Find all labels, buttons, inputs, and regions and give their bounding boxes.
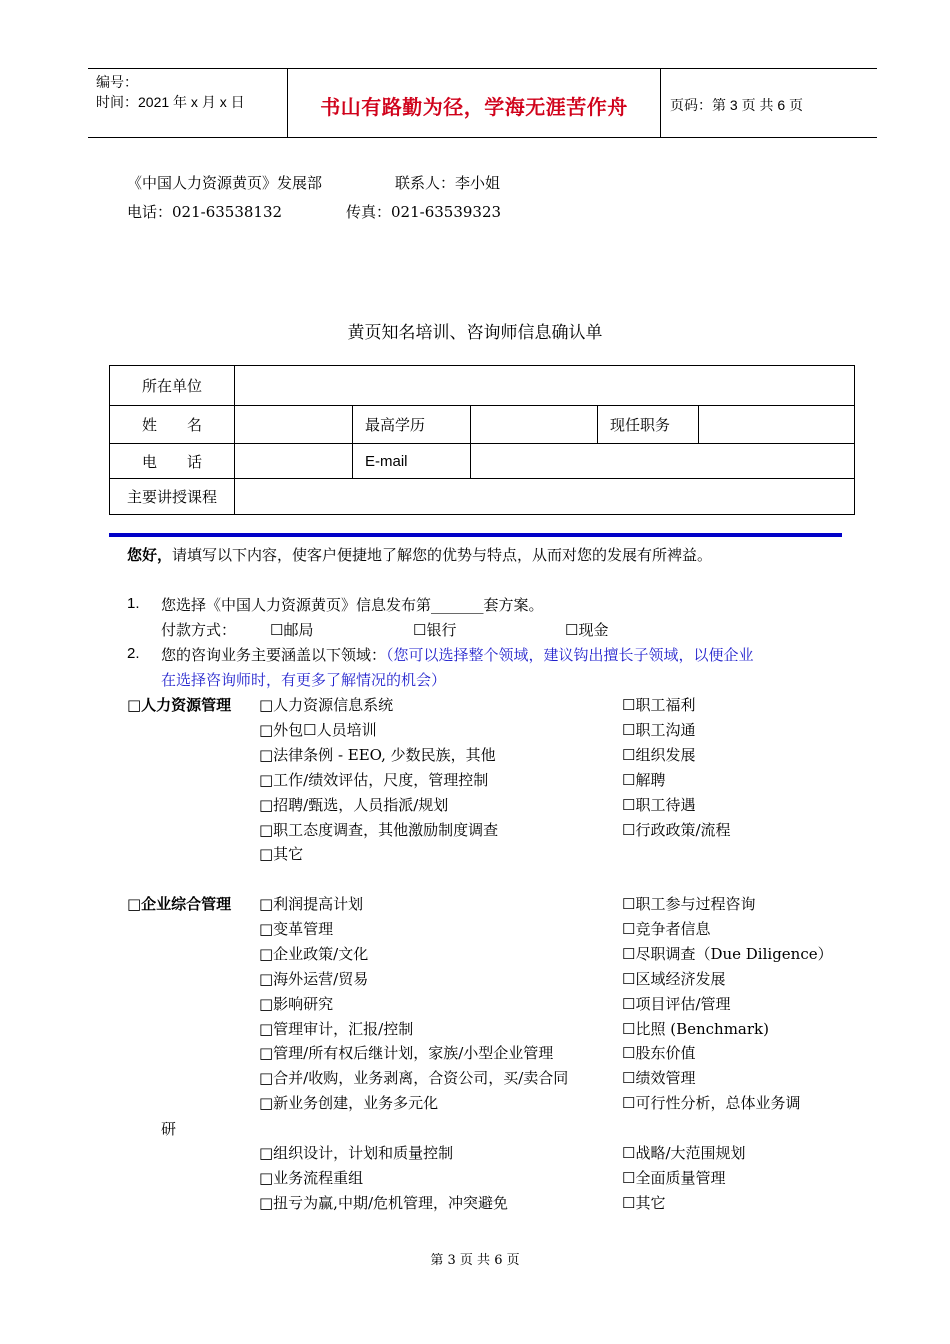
info-table	[109, 365, 855, 515]
doc-time: 时间：2021 年 x 月 x 日	[96, 94, 245, 110]
checkbox-option[interactable]: □利润提高计划	[259, 895, 364, 913]
contact-phone: 电话：021-63538132	[127, 203, 283, 221]
label-courses: 主要讲授课程	[110, 479, 235, 515]
checkbox-option[interactable]: □新业务创建，业务多元化	[259, 1094, 439, 1113]
checkbox-option[interactable]: □合并/收购，业务剥离，合资公司，买/卖合同	[259, 1069, 569, 1088]
q1-number: 1.	[127, 595, 140, 612]
checkbox-option[interactable]: □扭亏为赢,中期/危机管理，冲突避免	[259, 1193, 508, 1212]
checkbox-option[interactable]: ☐职工待遇	[622, 795, 696, 814]
field-name[interactable]	[235, 406, 353, 444]
checkbox-option[interactable]: □人力资源信息系统	[259, 696, 394, 714]
checkbox-option[interactable]: □变革管理	[259, 919, 334, 938]
checkbox-option[interactable]: ☐股东价值	[622, 1044, 696, 1063]
field-unit[interactable]	[235, 366, 855, 406]
field-email[interactable]	[471, 444, 855, 479]
contact-fax: 传真：021-63539323	[346, 203, 502, 221]
contact-person: 联系人：李小姐	[395, 174, 501, 192]
checkbox-option[interactable]: ☐职工参与过程咨询	[622, 895, 756, 913]
field-courses[interactable]	[235, 479, 855, 515]
motto: 书山有路勤为径，学海无涯苦作舟	[320, 95, 628, 119]
label-name: 姓 名	[110, 406, 235, 444]
corp-section-title[interactable]: □企业综合管理	[127, 895, 232, 913]
field-position[interactable]	[699, 406, 855, 444]
checkbox-option[interactable]: □影响研究	[259, 994, 334, 1013]
payment-option-cash[interactable]: ☐现金	[565, 621, 609, 639]
checkbox-option[interactable]: ☐区域经济发展	[622, 969, 726, 988]
label-position: 现任职务	[598, 406, 699, 444]
label-email: E-mail	[353, 444, 471, 479]
checkbox-option[interactable]: ☐竞争者信息	[622, 919, 711, 938]
doc-number: 编号：	[96, 74, 138, 90]
field-education[interactable]	[471, 406, 598, 444]
checkbox-option[interactable]: □职工态度调查，其他激励制度调查	[259, 820, 499, 839]
q2-number: 2.	[127, 645, 140, 662]
checkbox-option[interactable]: ☐组织发展	[622, 745, 696, 764]
header-page-cell	[660, 69, 877, 137]
checkbox-option[interactable]: ☐全面质量管理	[622, 1168, 726, 1187]
wrap-text: 研	[161, 1120, 177, 1138]
label-phone: 电 话	[110, 444, 235, 479]
contact-dept: 《中国人力资源黄页》发展部	[127, 174, 323, 192]
page-footer: 第 3 页 共 6 页	[430, 1253, 520, 1268]
payment-option-post[interactable]: ☐邮局	[270, 621, 314, 639]
section-divider	[109, 533, 842, 537]
checkbox-option[interactable]: □其它	[259, 845, 304, 864]
checkbox-option[interactable]: □工作/绩效评估，尺度，管理控制	[259, 770, 489, 789]
intro-text: 请填写以下内容，使客户便捷地了解您的优势与特点，从而对您的发展有所裨益。	[172, 546, 713, 564]
checkbox-option[interactable]: □企业政策/文化	[259, 944, 369, 963]
intro-greeting: 您好，	[127, 546, 173, 564]
checkbox-option[interactable]: □管理审计，汇报/控制	[259, 1019, 414, 1038]
page-header	[88, 68, 877, 138]
checkbox-option[interactable]: ☐职工沟通	[622, 720, 696, 739]
checkbox-option[interactable]: ☐其它	[622, 1193, 666, 1212]
checkbox-option[interactable]: □管理/所有权后继计划，家族/小型企业管理	[259, 1044, 554, 1063]
header-motto-cell	[287, 69, 661, 137]
label-education: 最高学历	[353, 406, 471, 444]
checkbox-option[interactable]: ☐职工福利	[622, 696, 696, 714]
q2-note-2: 在选择咨询师时，有更多了解情况的机会）	[161, 671, 447, 689]
payment-option-bank[interactable]: ☐银行	[413, 621, 457, 639]
checkbox-option[interactable]: □海外运营/贸易	[259, 969, 369, 988]
intro	[127, 544, 712, 565]
checkbox-option[interactable]: ☐项目评估/管理	[622, 994, 731, 1013]
q2-question: 您的咨询业务主要涵盖以下领域：	[161, 646, 387, 664]
checkbox-option[interactable]: ☐比照 (Benchmark)	[622, 1019, 769, 1038]
q1-text: 您选择《中国人力资源黄页》信息发布第_______套方案。	[161, 596, 544, 614]
field-phone[interactable]	[235, 444, 353, 479]
page-indicator: 页码：第 3 页 共 6 页	[670, 97, 804, 113]
form-title: 黄页知名培训、咨询师信息确认单	[347, 323, 603, 342]
payment-label: 付款方式：	[161, 621, 237, 639]
checkbox-option[interactable]: □业务流程重组	[259, 1168, 364, 1187]
q2-text	[161, 644, 754, 665]
checkbox-option[interactable]: □组织设计，计划和质量控制	[259, 1144, 454, 1162]
header-meta	[88, 69, 288, 137]
checkbox-option[interactable]: ☐解聘	[622, 770, 666, 789]
checkbox-option[interactable]: ☐绩效管理	[622, 1069, 696, 1088]
checkbox-option[interactable]: □法律条例 - EEO, 少数民族，其他	[259, 745, 496, 764]
q2-note-1: （您可以选择整个领域，建议钩出擅长子领域，以便企业	[386, 646, 754, 664]
checkbox-option[interactable]: □招聘/甄选，人员指派/规划	[259, 795, 449, 814]
hr-section-title[interactable]: □人力资源管理	[127, 696, 232, 714]
checkbox-option[interactable]: ☐可行性分析，总体业务调	[622, 1094, 801, 1113]
checkbox-option[interactable]: □外包☐人员培训	[259, 720, 377, 739]
checkbox-option[interactable]: ☐尽职调查（Due Diligence）	[622, 944, 833, 963]
checkbox-option[interactable]: ☐行政政策/流程	[622, 820, 731, 839]
label-unit: 所在单位	[110, 366, 235, 406]
checkbox-option[interactable]: ☐战略/大范围规划	[622, 1144, 746, 1162]
